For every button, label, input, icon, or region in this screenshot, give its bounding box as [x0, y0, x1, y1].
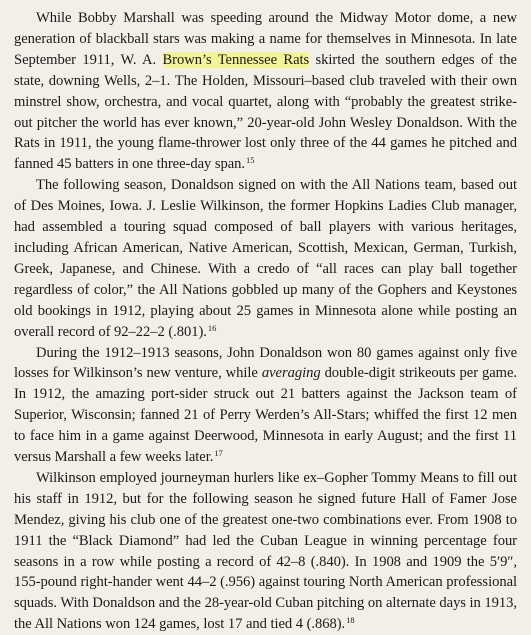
paragraph-donaldson-seasons — [14, 343, 517, 468]
footnote-marker: 16 — [207, 322, 217, 333]
paragraph-tennessee-rats — [14, 8, 517, 175]
text-segment: While Bobby Marshall was speeding around the Midway Motor dome, a new generation of blackball stars was making a name for themselves in Minnesota. In late September 1911, W. A. — [14, 10, 517, 68]
text-segment: During the 1912–1913 seasons, John Donaldson won 80 games against only five losses for Wilkinson’s new venture, while — [14, 344, 517, 382]
footnote-marker: 17 — [214, 448, 223, 459]
text-segment: skirted the southern edges of the state, downing Wells, 2–1. The Holden, Missouri–based club traveled with their own minstrel show, orchestra, and vocal quartet, along with “probably the greatest strike-out pitcher the world has ever known,” 20-year-old John Wesley Donaldson. With the Rats in 1911, the young flame-thrower lost only three of the 44 games he pitched and fanned 45 batters in one three-day span. — [14, 51, 517, 173]
paragraph-all-nations — [14, 175, 517, 342]
footnote-marker: 18 — [346, 615, 355, 626]
paragraph-mendez — [14, 468, 517, 635]
highlighted-text: Brown’s Tennessee Rats — [162, 51, 310, 68]
footnote-marker: 15 — [246, 155, 255, 166]
text-segment: double-digit strikeouts per game. In 1912, the amazing port-sider struck out 21 batters against the Jackson team of Superior, Wisconsin; fanned 21 of Perry Werden’s All-Stars; whiffed the first 12 men to face him in a game against Deerwood, Minnesota in early August; and the first 11 versus Marshall a few weeks later. — [14, 365, 517, 466]
italic-text: averaging — [261, 365, 321, 382]
book-text — [14, 8, 517, 635]
text-segment: The following season, Donaldson signed on with the All Nations team, based out of Des Moines, Iowa. J. Leslie Wilkinson, the former Hopkins Ladies Club manager, had assembled a touring squad composed of ball players with various heritages, including African American, Native American, Scottish, Mexican, German, Turkish, Greek, Japanese, and Chinese. With a credo of “all races can play ball together regardless of color,” the All Nations gobbled up many of the Gophers and Keystones old bookings in 1912, playing about 25 games in Minnesota alone while posting an overall record of 92–22–2 (.801). — [14, 177, 517, 340]
text-segment: Wilkinson employed journeyman hurlers like ex–Gopher Tommy Means to fill out his staff in 1912, but for the following season he signed future Hall of Famer Jose Mendez, giving his club one of the greatest one-two combinations ever. From 1908 to 1911 the “Black Diamond” had led the Cuban League in winning percentage four seasons in a row while posting a record of 42–8 (.840). In 1908 and 1909 the 5′9″, 155-pound right-hander went 44–2 (.956) against touring North American professional squads. With Donaldson and the 28-year-old Cuban pitching on alternate days in 1913, the All Nations won 124 games, lost 17 and tied 4 (.868). — [14, 469, 517, 633]
